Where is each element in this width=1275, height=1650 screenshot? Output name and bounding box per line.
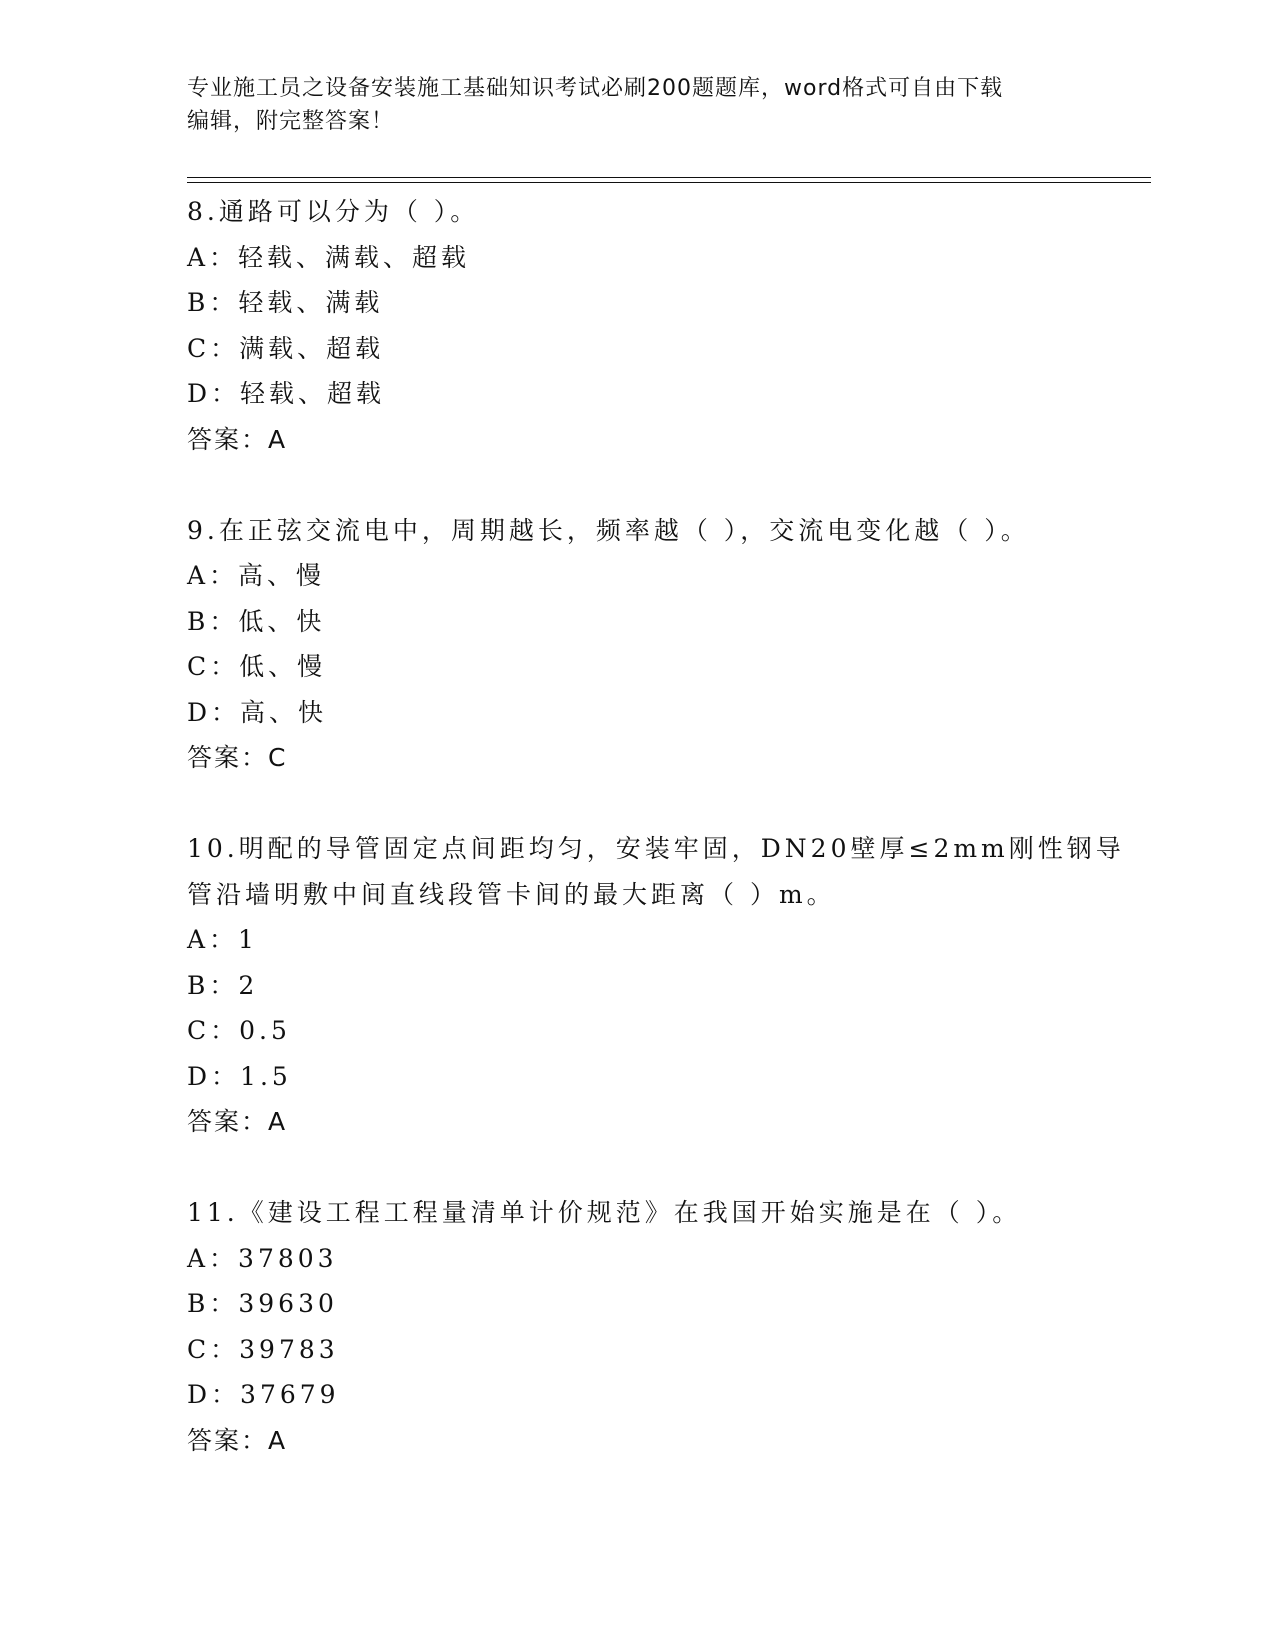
question-10 — [187, 826, 1125, 1144]
document-header — [187, 72, 1087, 138]
question-8 — [187, 189, 1087, 462]
header-line-1: 专业施工员之设备安装施工基础知识考试必刷200题题库，word格式可自由下载 — [187, 76, 1004, 101]
question-9 — [187, 508, 1087, 781]
option-a: A：1 — [187, 925, 258, 954]
header-divider-bottom — [187, 182, 1151, 183]
option-b: B：轻载、满载 — [187, 288, 384, 317]
option-c: C：0.5 — [187, 1016, 291, 1045]
answer-line: 答案：A — [187, 1425, 288, 1455]
option-a: A：高、慢 — [187, 561, 326, 590]
option-d: D：1.5 — [187, 1061, 292, 1091]
answer-line: 答案：A — [187, 424, 288, 454]
header-line-2: 编辑，附完整答案！ — [187, 109, 395, 134]
question-stem: 9.在正弦交流电中，周期越长，频率越（ ），交流电变化越（ ）。 — [187, 515, 1030, 545]
header-divider-top — [187, 177, 1151, 178]
question-11 — [187, 1190, 1087, 1463]
option-d: D：轻载、超载 — [187, 379, 386, 408]
question-stem: 8.通路可以分为（ ）。 — [187, 197, 480, 226]
option-b: B：低、快 — [187, 606, 326, 636]
answer-line: 答案：A — [187, 1107, 288, 1136]
question-stem: 10.明配的导管固定点间距均匀，安装牢固，DN20壁厚≤2mm刚性钢导 — [187, 834, 1125, 863]
answer-line: 答案：C — [187, 743, 288, 772]
option-c: C：39783 — [187, 1334, 339, 1364]
option-a: A：37803 — [187, 1243, 338, 1273]
option-d: D：高、快 — [187, 697, 328, 727]
option-b: B：39630 — [187, 1289, 338, 1318]
question-list — [187, 189, 1125, 1509]
question-stem-continued: 管沿墙明敷中间直线段管卡间的最大距离（ ）m。 — [187, 879, 836, 909]
option-d: D：37679 — [187, 1380, 340, 1409]
option-c: C：低、慢 — [187, 652, 327, 681]
option-a: A：轻载、满载、超载 — [187, 242, 471, 272]
option-b: B：2 — [187, 970, 259, 1000]
question-stem: 11.《建设工程工程量清单计价规范》在我国开始实施是在（ ）。 — [187, 1198, 1022, 1227]
option-c: C：满载、超载 — [187, 333, 385, 363]
